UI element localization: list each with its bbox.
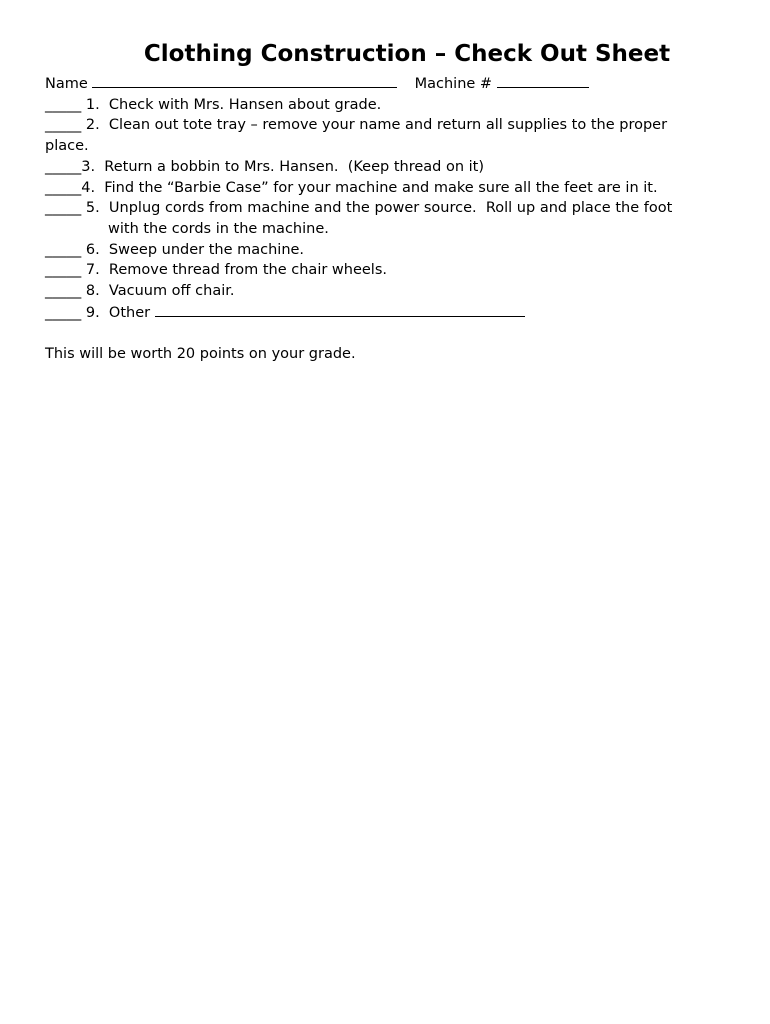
item-7-text: Remove thread from the chair wheels.	[99, 262, 387, 279]
item-3-text: Return a bobbin to Mrs. Hansen. (Keep thread on it)	[95, 158, 485, 175]
item-5-prefix: _____ 5.	[45, 200, 100, 217]
other-blank[interactable]	[155, 302, 525, 317]
check-out-sheet	[45, 38, 725, 365]
machine-label: Machine #	[414, 76, 493, 92]
list-item-4	[45, 178, 725, 199]
item-2-prefix: _____ 2.	[45, 117, 100, 134]
item-2-text: Clean out tote tray – remove your name and return all supplies to the proper	[99, 117, 668, 134]
item-5-text: Unplug cords from machine and the power source. Roll up and place the foot	[99, 200, 673, 217]
list-item-2-continued	[45, 136, 725, 157]
list-item-3	[45, 157, 725, 178]
list-item-8	[45, 281, 725, 302]
item-1-prefix: _____ 1.	[45, 96, 100, 113]
page-title: Clothing Construction – Check Out Sheet	[143, 41, 671, 67]
list-item-2	[45, 115, 725, 136]
grade-note: This will be worth 20 points on your grade.	[45, 346, 356, 363]
item-4-text: Find the “Barbie Case” for your machine and make sure all the feet are in it.	[95, 179, 658, 196]
item-8-text: Vacuum off chair.	[99, 283, 235, 300]
item-7-prefix: _____ 7.	[45, 262, 100, 279]
list-item-7	[45, 260, 725, 281]
item-3-prefix: _____3.	[45, 158, 96, 175]
list-item-6	[45, 240, 725, 261]
list-item-1	[45, 95, 725, 116]
item-6-text: Sweep under the machine.	[99, 241, 305, 258]
name-machine-row	[45, 73, 725, 95]
name-label: Name	[45, 76, 88, 92]
item-8-prefix: _____ 8.	[45, 283, 100, 300]
item-2-cont: place.	[45, 138, 89, 155]
item-6-prefix: _____ 6.	[45, 241, 100, 258]
list-item-5-continued	[45, 219, 725, 240]
item-9-prefix: _____ 9.	[45, 304, 100, 321]
machine-blank[interactable]	[497, 73, 589, 88]
item-1-text: Check with Mrs. Hansen about grade.	[99, 96, 382, 113]
item-9-text: Other	[99, 304, 151, 321]
list-item-9	[45, 302, 725, 324]
item-4-prefix: _____4.	[45, 179, 96, 196]
name-blank[interactable]	[92, 73, 397, 88]
item-5-cont: with the cords in the machine.	[108, 220, 329, 237]
list-item-5	[45, 198, 725, 219]
